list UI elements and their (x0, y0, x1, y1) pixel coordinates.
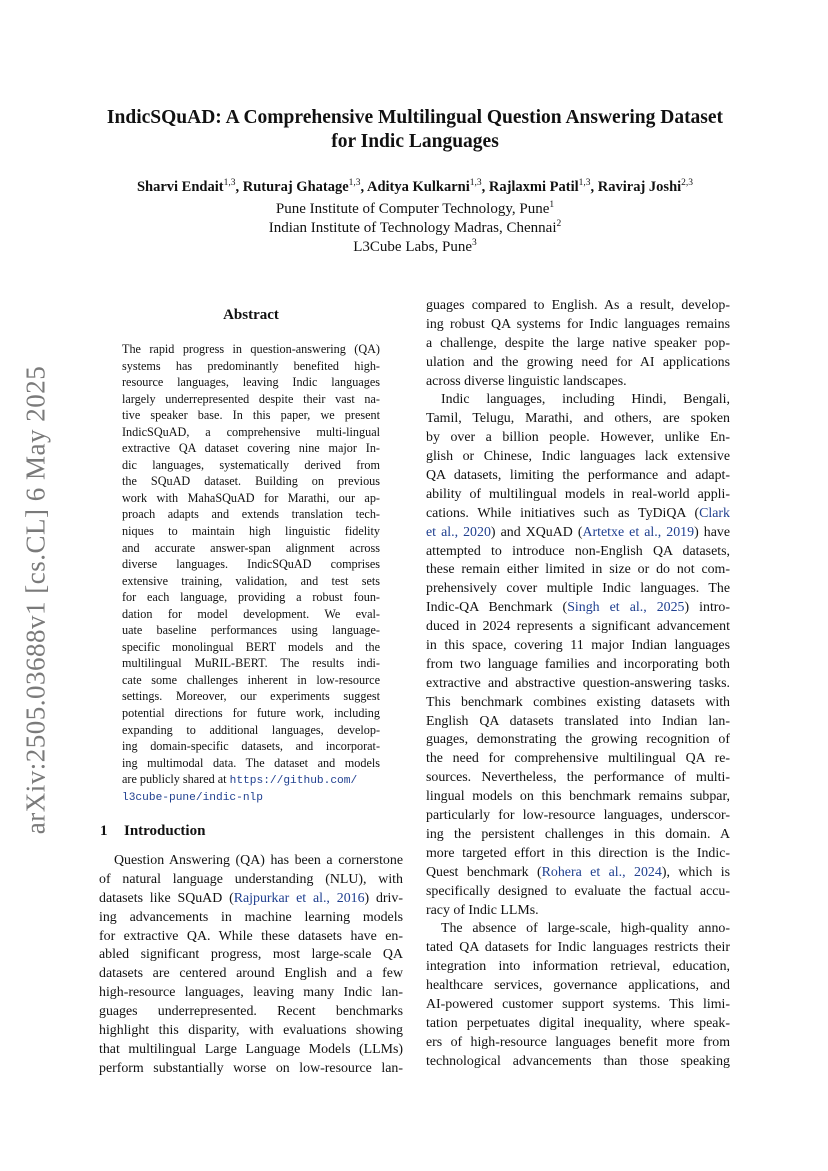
text-line (426, 996, 730, 1015)
text-line (99, 871, 403, 890)
affiliation (100, 238, 730, 256)
text-line (426, 864, 730, 883)
affiliation (100, 200, 730, 218)
text-segment: cations. While initiatives such as TyDiQA ( (426, 505, 700, 521)
citation-link[interactable]: et al., 2020 (426, 524, 491, 540)
github-link-continued[interactable]: l3cube-pune/indic-nlp (122, 791, 263, 804)
text-line (99, 984, 403, 1003)
section-heading-introduction (100, 823, 205, 840)
text-segment: integration into information retrieval, education, (426, 959, 730, 975)
text-segment: ers of high-resource languages benefit more from (426, 1034, 730, 1050)
text-line (426, 845, 730, 864)
abstract-line: The rapid progress in question-answering (QA) (122, 342, 380, 356)
title-line-2: for Indic Languages (331, 131, 499, 152)
text-line (426, 618, 730, 637)
abstract-body (122, 341, 380, 804)
text-line (426, 637, 730, 656)
abstract-line: dation for model development. We eval- (122, 606, 380, 621)
citation-link[interactable]: Artetxe et al., 2019 (582, 524, 695, 540)
abstract-line: proach adapts and extends translation tech- (122, 507, 380, 522)
text-line (426, 977, 730, 996)
text-line (99, 1003, 403, 1022)
text-line (426, 902, 730, 921)
text-line (99, 1022, 403, 1041)
text-segment: prehensively cover multiple Indic languages. The (426, 581, 730, 597)
text-segment: Indic-QA Benchmark ( (426, 600, 568, 616)
abstract-line: specific monolingual BERT models and the (122, 639, 380, 654)
text-line (426, 750, 730, 769)
text-segment: more targeted effort in this direction is the Indic- (426, 845, 730, 861)
abstract-line: for each language, providing a robust foun- (122, 590, 380, 605)
text-line (426, 410, 730, 429)
text-segment: tation perpetuates digital inequality, where speak- (426, 1015, 730, 1031)
text-segment: ) have (694, 524, 730, 540)
author-name: Aditya Kulkarni (366, 178, 470, 195)
abstract-line: ing domain-specific datasets, and incorporat- (122, 739, 380, 754)
text-segment: QA datasets, limiting the performance and adapt- (426, 468, 730, 484)
text-segment: ) and XQuAD ( (490, 524, 583, 540)
text-segment: the need for comprehensive multilingual QA re- (426, 751, 730, 767)
text-segment: attempted to introduce non-English QA datasets, (426, 543, 730, 559)
text-segment: duced in 2024 represents a significant advancement (426, 619, 730, 635)
author-name: Raviraj Joshi (597, 178, 682, 195)
affiliation-name: L3Cube Labs, Pune (353, 239, 472, 255)
author-name: Sharvi Endait (136, 178, 224, 195)
paper-title (80, 106, 750, 154)
affiliation-sup: 1 (549, 200, 555, 210)
text-line (426, 524, 730, 543)
text-line (426, 599, 730, 618)
text-segment: technological advancements than those speaking (426, 1053, 730, 1069)
text-segment: a challenge, despite the large native speaker pop- (426, 335, 730, 351)
text-line (426, 354, 730, 373)
text-line (426, 467, 730, 486)
abstract-line: resource languages, leaving Indic languages (122, 375, 380, 390)
text-line (426, 505, 730, 524)
text-line (426, 429, 730, 448)
section-number: 1 (100, 823, 108, 839)
intro-left-column (99, 852, 403, 1079)
github-link[interactable]: https://github.com/ (229, 775, 358, 788)
text-segment: Question Answering (QA) has been a cornerstone (114, 853, 403, 868)
text-segment: ing robust QA systems for Indic languages remains (426, 316, 730, 332)
abstract-line: uate baseline performances using language- (122, 623, 380, 638)
abstract-line: diverse languages. IndicSQuAD comprises (122, 557, 380, 572)
text-line (426, 675, 730, 694)
text-segment: The absence of large-scale, high-quality anno- (441, 921, 730, 937)
affiliation (100, 219, 730, 237)
abstract-line: extensive training, validation, and test sets (122, 573, 380, 588)
author-affil-sup: 1,3 (469, 178, 482, 188)
text-segment: specifically designed to evaluate the factual accu- (426, 883, 730, 899)
author-affil-sup: 2,3 (681, 178, 694, 188)
text-segment: highlight this disparity, with evaluations showing (99, 1023, 403, 1039)
text-line (426, 1015, 730, 1034)
abstract-line: potential directions for future work, including (122, 706, 380, 721)
text-segment: Quest benchmark ( (426, 864, 542, 880)
text-segment: ing advancements in machine learning models (99, 909, 403, 925)
affiliation-name: Indian Institute of Technology Madras, Chennai (268, 220, 557, 236)
abstract-line: work with MahaSQuAD for Marathi, our ap- (122, 490, 380, 505)
text-segment: that multilingual Large Language Models (LLMs) (99, 1041, 403, 1057)
arxiv-identifier-sidebar (14, 360, 58, 840)
text-line (426, 373, 730, 392)
text-line (426, 788, 730, 807)
abstract-line: largely underrepresented despite their vast na- (122, 391, 380, 406)
text-segment: in this space, covering 11 major Indian languages (426, 638, 730, 654)
citation-link[interactable]: Singh et al., 2025 (567, 600, 685, 616)
author-name: Ruturaj Ghatage (242, 178, 349, 195)
author-list: Sharvi Endait$^{1,3}$, Ruturaj Ghatage$^{1,3}$, Aditya Kulkarni$^{1,3}$, Rajlaxmi Patil$^{1,3}$, Raviraj Joshi$^{2,3}$ (136, 178, 694, 195)
text-segment: across diverse linguistic landscapes. (426, 373, 627, 389)
abstract-link-line-1 (122, 771, 380, 788)
affiliation-sup: 2 (556, 219, 562, 229)
abstract-line: systems has predominantly benefited high- (122, 358, 380, 373)
citation-link[interactable]: Rajpurkar et al., 2016 (233, 890, 365, 906)
abstract-link-lead: are publicly shared at (122, 772, 230, 787)
text-line (426, 448, 730, 467)
text-segment: lingual models on this benchmark remains subpar, (426, 789, 730, 805)
text-line (426, 656, 730, 675)
text-line (426, 335, 730, 354)
text-line (426, 694, 730, 713)
text-segment: datasets are centered around English and a few (99, 966, 403, 982)
text-segment: ulation and the growing need for AI applications (426, 354, 730, 370)
text-line (99, 909, 403, 928)
abstract-line: and accurate answer-span alignment across (122, 540, 380, 555)
text-segment: extractive and abstractive question-answering tasks. (426, 675, 730, 691)
text-segment: ability of multilingual models in real-world appli- (426, 486, 730, 502)
text-segment: tated QA datasets for Indic languages restricts their (426, 940, 730, 956)
author-affil-sup: 1,3 (348, 178, 361, 188)
text-segment: from two language families and incorporating both (426, 656, 730, 672)
text-segment: of natural language understanding (NLU), with (99, 871, 403, 887)
text-line (426, 1034, 730, 1053)
abstract-heading: Abstract (223, 307, 279, 323)
text-line (99, 852, 403, 871)
text-segment: guages underrepresented. Recent benchmarks (99, 1004, 403, 1020)
text-segment: This benchmark combines existing datasets with (426, 694, 730, 710)
text-segment: English QA datasets translated into Indian lan- (426, 713, 730, 729)
text-line (99, 946, 403, 965)
text-segment: perform substantially worse on low-resource lan- (99, 1060, 403, 1076)
text-line (426, 561, 730, 580)
abstract-link-line-2 (122, 788, 380, 805)
text-segment: guages, demonstrating the growing recognition of (426, 732, 730, 748)
text-line (99, 965, 403, 984)
text-line (426, 713, 730, 732)
author-affil-sup: 1,3 (223, 178, 236, 188)
text-line (426, 580, 730, 599)
text-line (426, 826, 730, 845)
abstract-line: multilingual MuRIL-BERT. The results indi- (122, 656, 380, 671)
text-segment: ) intro- (684, 600, 731, 616)
text-line (426, 769, 730, 788)
arxiv-id: arXiv:2505.03688v1 [cs.CL] 6 May 2025 (20, 365, 51, 835)
abstract-line: IndicSQuAD, a comprehensive multi-lingual (122, 424, 380, 439)
abstract-line: ing multimodal data. The dataset and models (122, 755, 380, 770)
affiliation-sup: 3 (471, 238, 477, 248)
abstract-line: extractive QA dataset covering nine major In- (122, 441, 380, 456)
text-segment: high-resource languages, leaving many Indic lan- (99, 985, 403, 1001)
text-segment: healthcare services, governance applications, and (426, 978, 730, 994)
citation-link[interactable]: Clark (699, 505, 730, 521)
text-line (426, 316, 730, 335)
text-line (426, 883, 730, 902)
citation-link[interactable]: Rohera et al., 2024 (541, 864, 662, 880)
text-line (426, 486, 730, 505)
text-segment: Tamil, Telugu, Marathi, and others, are spoken (426, 411, 730, 427)
author-name: Rajlaxmi Patil (488, 178, 579, 195)
intro-right-column (426, 297, 730, 1072)
title-line-1: IndicSQuAD: A Comprehensive Multilingual Question Answering Dataset (106, 107, 724, 128)
text-segment: ), which is (661, 864, 731, 880)
text-line (99, 928, 403, 947)
affiliation-name: Pune Institute of Computer Technology, Pune (275, 201, 550, 217)
text-line (99, 1041, 403, 1060)
text-segment: ) driv- (364, 890, 403, 906)
abstract-line: niques to maintain high linguistic fidelity (122, 524, 380, 539)
text-line (99, 1060, 403, 1079)
text-segment: by over a billion people. However, unlike En- (426, 430, 730, 446)
text-segment: datasets like SQuAD ( (99, 890, 234, 906)
text-segment: these remain either limited in size or do not com- (426, 562, 730, 578)
text-segment: guages compared to English. As a result, develop- (426, 298, 730, 313)
author-affil-sup: 1,3 (578, 178, 591, 188)
section-title: Introduction (124, 823, 206, 839)
abstract-line: the SQuAD dataset. Building on previous (122, 474, 380, 489)
text-line (426, 543, 730, 562)
abstract-line: settings. Moreover, our experiments suggest (122, 689, 380, 704)
text-line (426, 920, 730, 939)
text-line (426, 958, 730, 977)
text-segment: particularly for low-resource languages, underscor- (426, 808, 730, 824)
text-segment: glish or Chinese, Indic languages lack extensive (426, 449, 730, 465)
text-segment: AI-powered customer support systems. This limi- (426, 996, 730, 1012)
text-line (426, 731, 730, 750)
text-segment: for extractive QA. While these datasets have en- (99, 928, 403, 944)
text-line (99, 890, 403, 909)
text-segment: ing the persistent challenges in this domain. A (426, 826, 730, 842)
abstract-line: cate some challenges inherent in low-resource (122, 672, 380, 687)
text-segment: abled significant progress, most large-scale QA (99, 947, 403, 963)
text-segment: racy of Indic LLMs. (426, 902, 539, 918)
abstract-line: dic languages, systematically derived from (122, 457, 380, 472)
text-line (426, 297, 730, 316)
text-line (426, 807, 730, 826)
text-segment: Indic languages, including Hindi, Bengali, (441, 392, 730, 408)
text-segment: sources. Nevertheless, the performance of multi- (426, 770, 730, 786)
abstract-line: tive speaker base. In this paper, we present (122, 408, 380, 423)
text-line (426, 939, 730, 958)
abstract-line: expanding to additional languages, develop- (122, 722, 380, 737)
text-line (426, 391, 730, 410)
text-line (426, 1053, 730, 1072)
